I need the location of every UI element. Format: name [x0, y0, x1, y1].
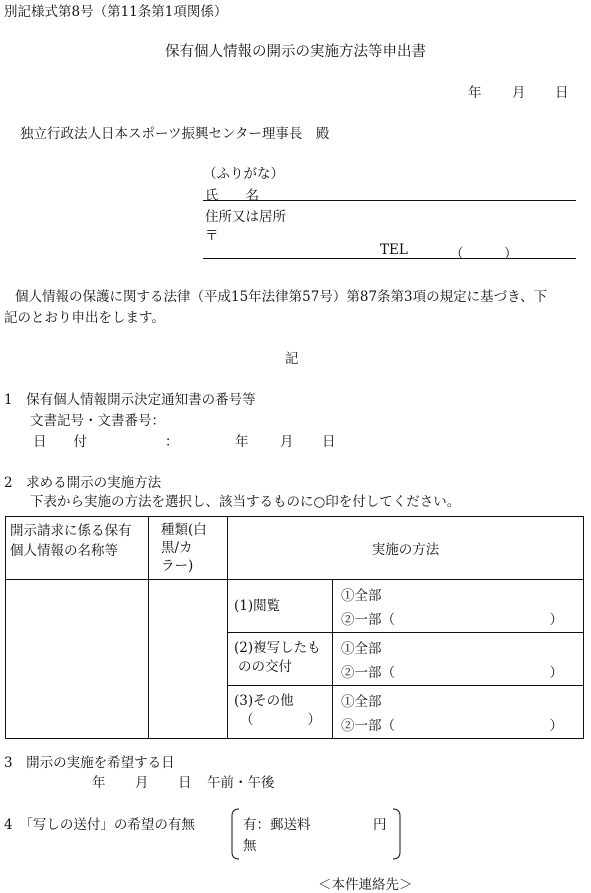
- method-inspection-options: [333, 580, 584, 633]
- info-name-cell[interactable]: [6, 580, 149, 739]
- header-type-line1: 種類(白: [161, 522, 207, 538]
- intro-line-1: 個人情報の保護に関する法律（平成15年法律第57号）第87条第3項の規定に基づき、下: [15, 289, 548, 305]
- section1-year: 年: [235, 434, 249, 450]
- left-bracket: [228, 808, 242, 860]
- method-copy-line1: (2)複写したも: [234, 640, 321, 656]
- tel-paren: （ ）: [450, 246, 518, 262]
- postal-mark: 〒: [205, 228, 219, 244]
- option-part-2[interactable]: ②一部（: [341, 665, 395, 681]
- header-type-line3: ラー): [161, 558, 194, 574]
- method-inspection[interactable]: [228, 580, 333, 633]
- section3-ampm: 午前・午後: [207, 775, 275, 791]
- section3-day: 日: [178, 775, 192, 791]
- date-month: 月: [512, 85, 526, 101]
- section2-instruction: 下表から実施の方法を選択し、該当するものに○印を付してください。: [30, 494, 461, 510]
- doc-number-label: 文書記号・文書番号：: [30, 413, 165, 429]
- header-method: 実施の方法: [228, 517, 584, 580]
- header-info-name-line2: 個人情報の名称等: [10, 543, 118, 559]
- section3-year: 年: [92, 775, 106, 791]
- header-type: [149, 517, 228, 580]
- page-title: 保有個人情報の開示の実施方法等申出書: [165, 44, 426, 60]
- section2-heading: 2 求める開示の実施方法: [4, 475, 162, 491]
- method-copy-line2: のの交付: [238, 659, 292, 675]
- section1-day: 日: [322, 434, 336, 450]
- section1-date-colon: ：: [165, 434, 179, 450]
- contact-heading: ＜本件連絡先＞: [318, 877, 413, 893]
- section4-heading: 4 「写しの送付」の希望の有無: [4, 817, 195, 833]
- right-bracket: [390, 808, 404, 860]
- section1-date-label: 日 付: [33, 434, 87, 450]
- tel-label: TEL: [380, 242, 408, 258]
- method-other-line1: (3)その他: [234, 693, 294, 709]
- date-day: 日: [555, 85, 569, 101]
- address-label: 住所又は居所: [205, 209, 286, 225]
- name-underline: [203, 200, 576, 201]
- address-underline: [203, 258, 576, 259]
- furigana-label: （ふりがな）: [203, 166, 284, 182]
- option-all-3[interactable]: ①全部: [341, 694, 382, 710]
- header-info-name-line1: 開示請求に係る保有: [10, 523, 132, 539]
- section1-heading: 1 保有個人情報開示決定通知書の番号等: [4, 392, 256, 408]
- option-yes[interactable]: 有：郵送料: [243, 817, 311, 833]
- option-part-2-close: ）: [549, 665, 563, 681]
- option-part-1-close: ）: [549, 612, 563, 628]
- option-no[interactable]: 無: [243, 838, 257, 854]
- postage-yen: 円: [373, 817, 387, 833]
- option-all-1[interactable]: ①全部: [341, 588, 382, 604]
- method-inspection-line1: (1)閲覧: [234, 597, 281, 614]
- section3-heading: 3 開示の実施を希望する日: [4, 755, 175, 771]
- method-other-options: [333, 686, 584, 739]
- intro-line-2: 記のとおり申出をします。: [4, 310, 165, 326]
- method-copy[interactable]: [228, 633, 333, 686]
- option-all-2[interactable]: ①全部: [341, 641, 382, 657]
- method-copy-options: [333, 633, 584, 686]
- addressee: 独立行政法人日本スポーツ振興センター理事長 殿: [20, 126, 330, 142]
- type-cell[interactable]: [149, 580, 228, 739]
- section3-month: 月: [135, 775, 149, 791]
- name-label: 氏 名: [205, 188, 259, 204]
- header-type-line2: 黒/カ: [161, 540, 193, 556]
- method-other-line2: （ ）: [240, 712, 321, 728]
- method-other[interactable]: [228, 686, 333, 739]
- date-year: 年: [468, 85, 482, 101]
- ki-label: 記: [285, 351, 299, 367]
- option-part-1[interactable]: ②一部（: [341, 612, 395, 628]
- option-part-3-close: ）: [549, 718, 563, 734]
- option-part-3[interactable]: ②一部（: [341, 718, 395, 734]
- header-info-name: [6, 517, 149, 580]
- form-number: 別記様式第8号（第11条第1項関係）: [4, 4, 228, 20]
- section1-month: 月: [280, 434, 294, 450]
- method-table: [5, 516, 584, 739]
